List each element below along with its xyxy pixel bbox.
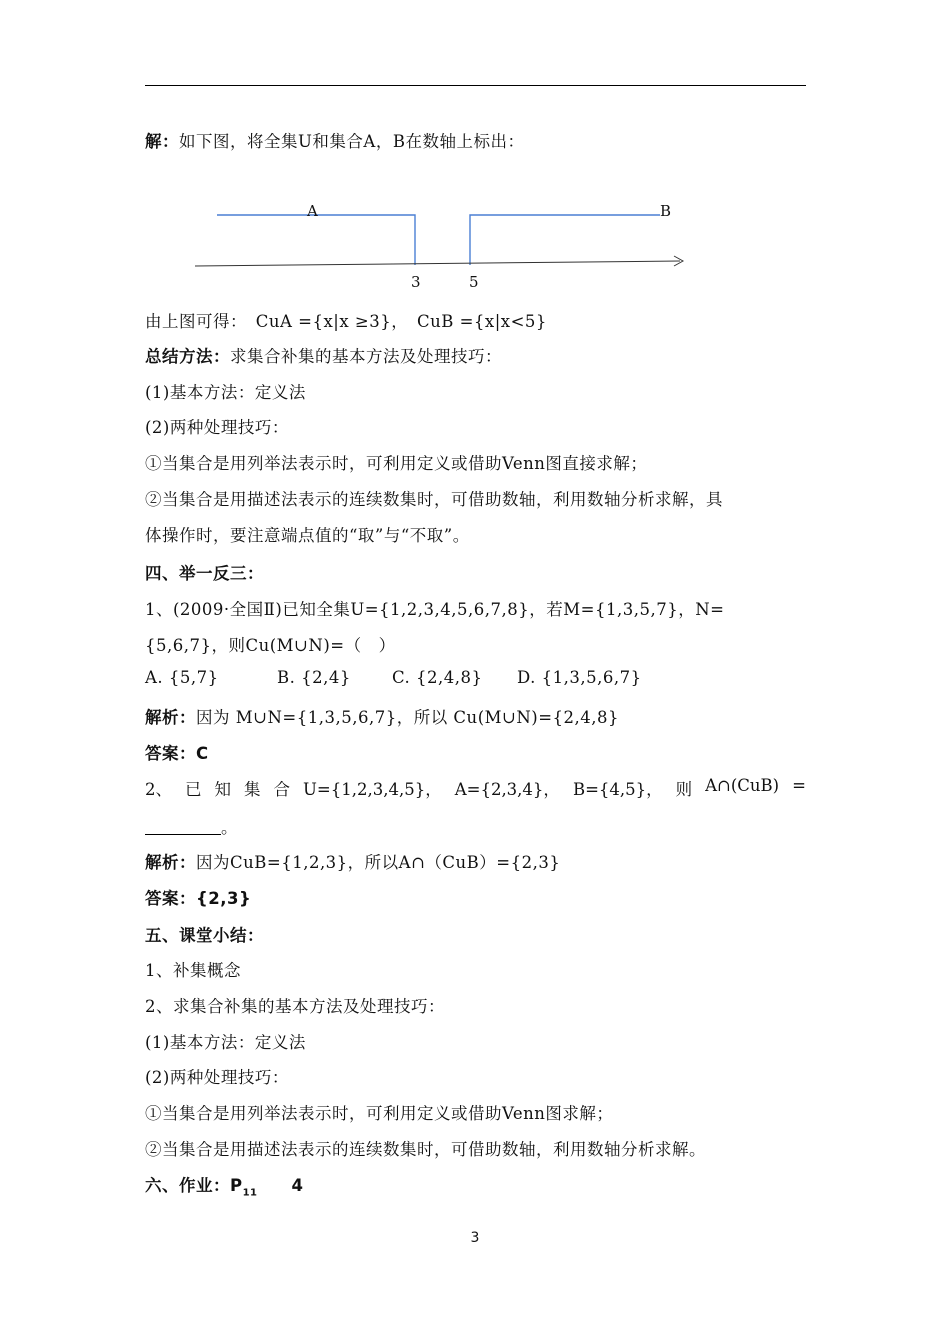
recap-2: 2、求集合补集的基本方法及处理技巧：: [145, 997, 445, 1016]
option-b: B. {2,4}: [277, 668, 351, 687]
section-5-heading: 五、课堂小结：: [145, 926, 264, 945]
technique-2-line1: ②当集合是用描述法表示的连续数集时，可借助数轴，利用数轴分析求解，具: [145, 490, 723, 509]
label-a: A: [307, 202, 318, 220]
recap-5: ①当集合是用列举法表示时，可利用定义或借助Venn图求解；: [145, 1104, 614, 1123]
header-rule: [145, 85, 806, 86]
solution-intro: 解：如下图，将全集U和集合A，B在数轴上标出：: [145, 132, 525, 151]
recap-1: 1、补集概念: [145, 961, 241, 980]
diagram-result: 由上图可得： CuA ={x|x ≥3}， CuB ={x|x<5}: [145, 312, 547, 331]
technique-1: ①当集合是用列举法表示时，可利用定义或借助Venn图直接求解；: [145, 454, 648, 473]
question-2-line1: 2、 已 知 集 合 U={1,2,3,4,5}， A={2,3,4}， B={4,5}， 则 A∩(CuB) =: [145, 776, 806, 799]
option-d: D. {1,3,5,6,7}: [517, 668, 642, 687]
set-a-bracket: [217, 215, 415, 265]
question-2-line2: 。: [145, 814, 238, 838]
number-axis: [195, 261, 680, 266]
recap-4: (2)两种处理技巧：: [145, 1068, 289, 1087]
question-1-line2: {5,6,7}，则Cu(M∪N)=（ ）: [145, 636, 396, 655]
homework: 六、作业：$P_{11}$ 4: [145, 1176, 304, 1199]
page-number: 3: [470, 1230, 480, 1246]
method-summary: 总结方法：求集合补集的基本方法及处理技巧：: [145, 347, 502, 366]
number-line-diagram: [180, 195, 700, 295]
question-1-options: [145, 668, 642, 687]
recap-3: (1)基本方法：定义法: [145, 1033, 306, 1052]
analysis-2: 解析：因为CuB={1,2,3}，所以A∩（CuB）={2,3}: [145, 853, 561, 872]
option-a: A. {5,7}: [145, 668, 219, 687]
label-b: B: [660, 202, 672, 220]
option-c: C. {2,4,8}: [392, 668, 483, 687]
answer-1: 答案：C: [145, 744, 209, 763]
recap-6: ②当集合是用描述法表示的连续数集时，可借助数轴，利用数轴分析求解。: [145, 1140, 706, 1159]
answer-blank: [145, 822, 221, 835]
question-1-line1: 1、(2009·全国Ⅱ)已知全集U={1,2,3,4,5,6,7,8}，若M={1,3,5,7}，N=: [145, 600, 725, 619]
method-1: (1)基本方法：定义法: [145, 383, 306, 402]
section-4-heading: 四、举一反三：: [145, 564, 264, 583]
solution-label: 解：: [145, 132, 179, 151]
method-2: (2)两种处理技巧：: [145, 418, 289, 437]
tick-5-label: 5: [469, 273, 479, 291]
technique-2-line2: 体操作时，要注意端点值的“取”与“不取”。: [145, 526, 470, 545]
tick-3-label: 3: [411, 273, 421, 291]
answer-2: 答案：{2,3}: [145, 889, 252, 908]
analysis-1: 解析：因为 M∪N={1,3,5,6,7}，所以 Cu(M∪N)={2,4,8}: [145, 708, 620, 727]
set-b-bracket: [470, 215, 660, 265]
